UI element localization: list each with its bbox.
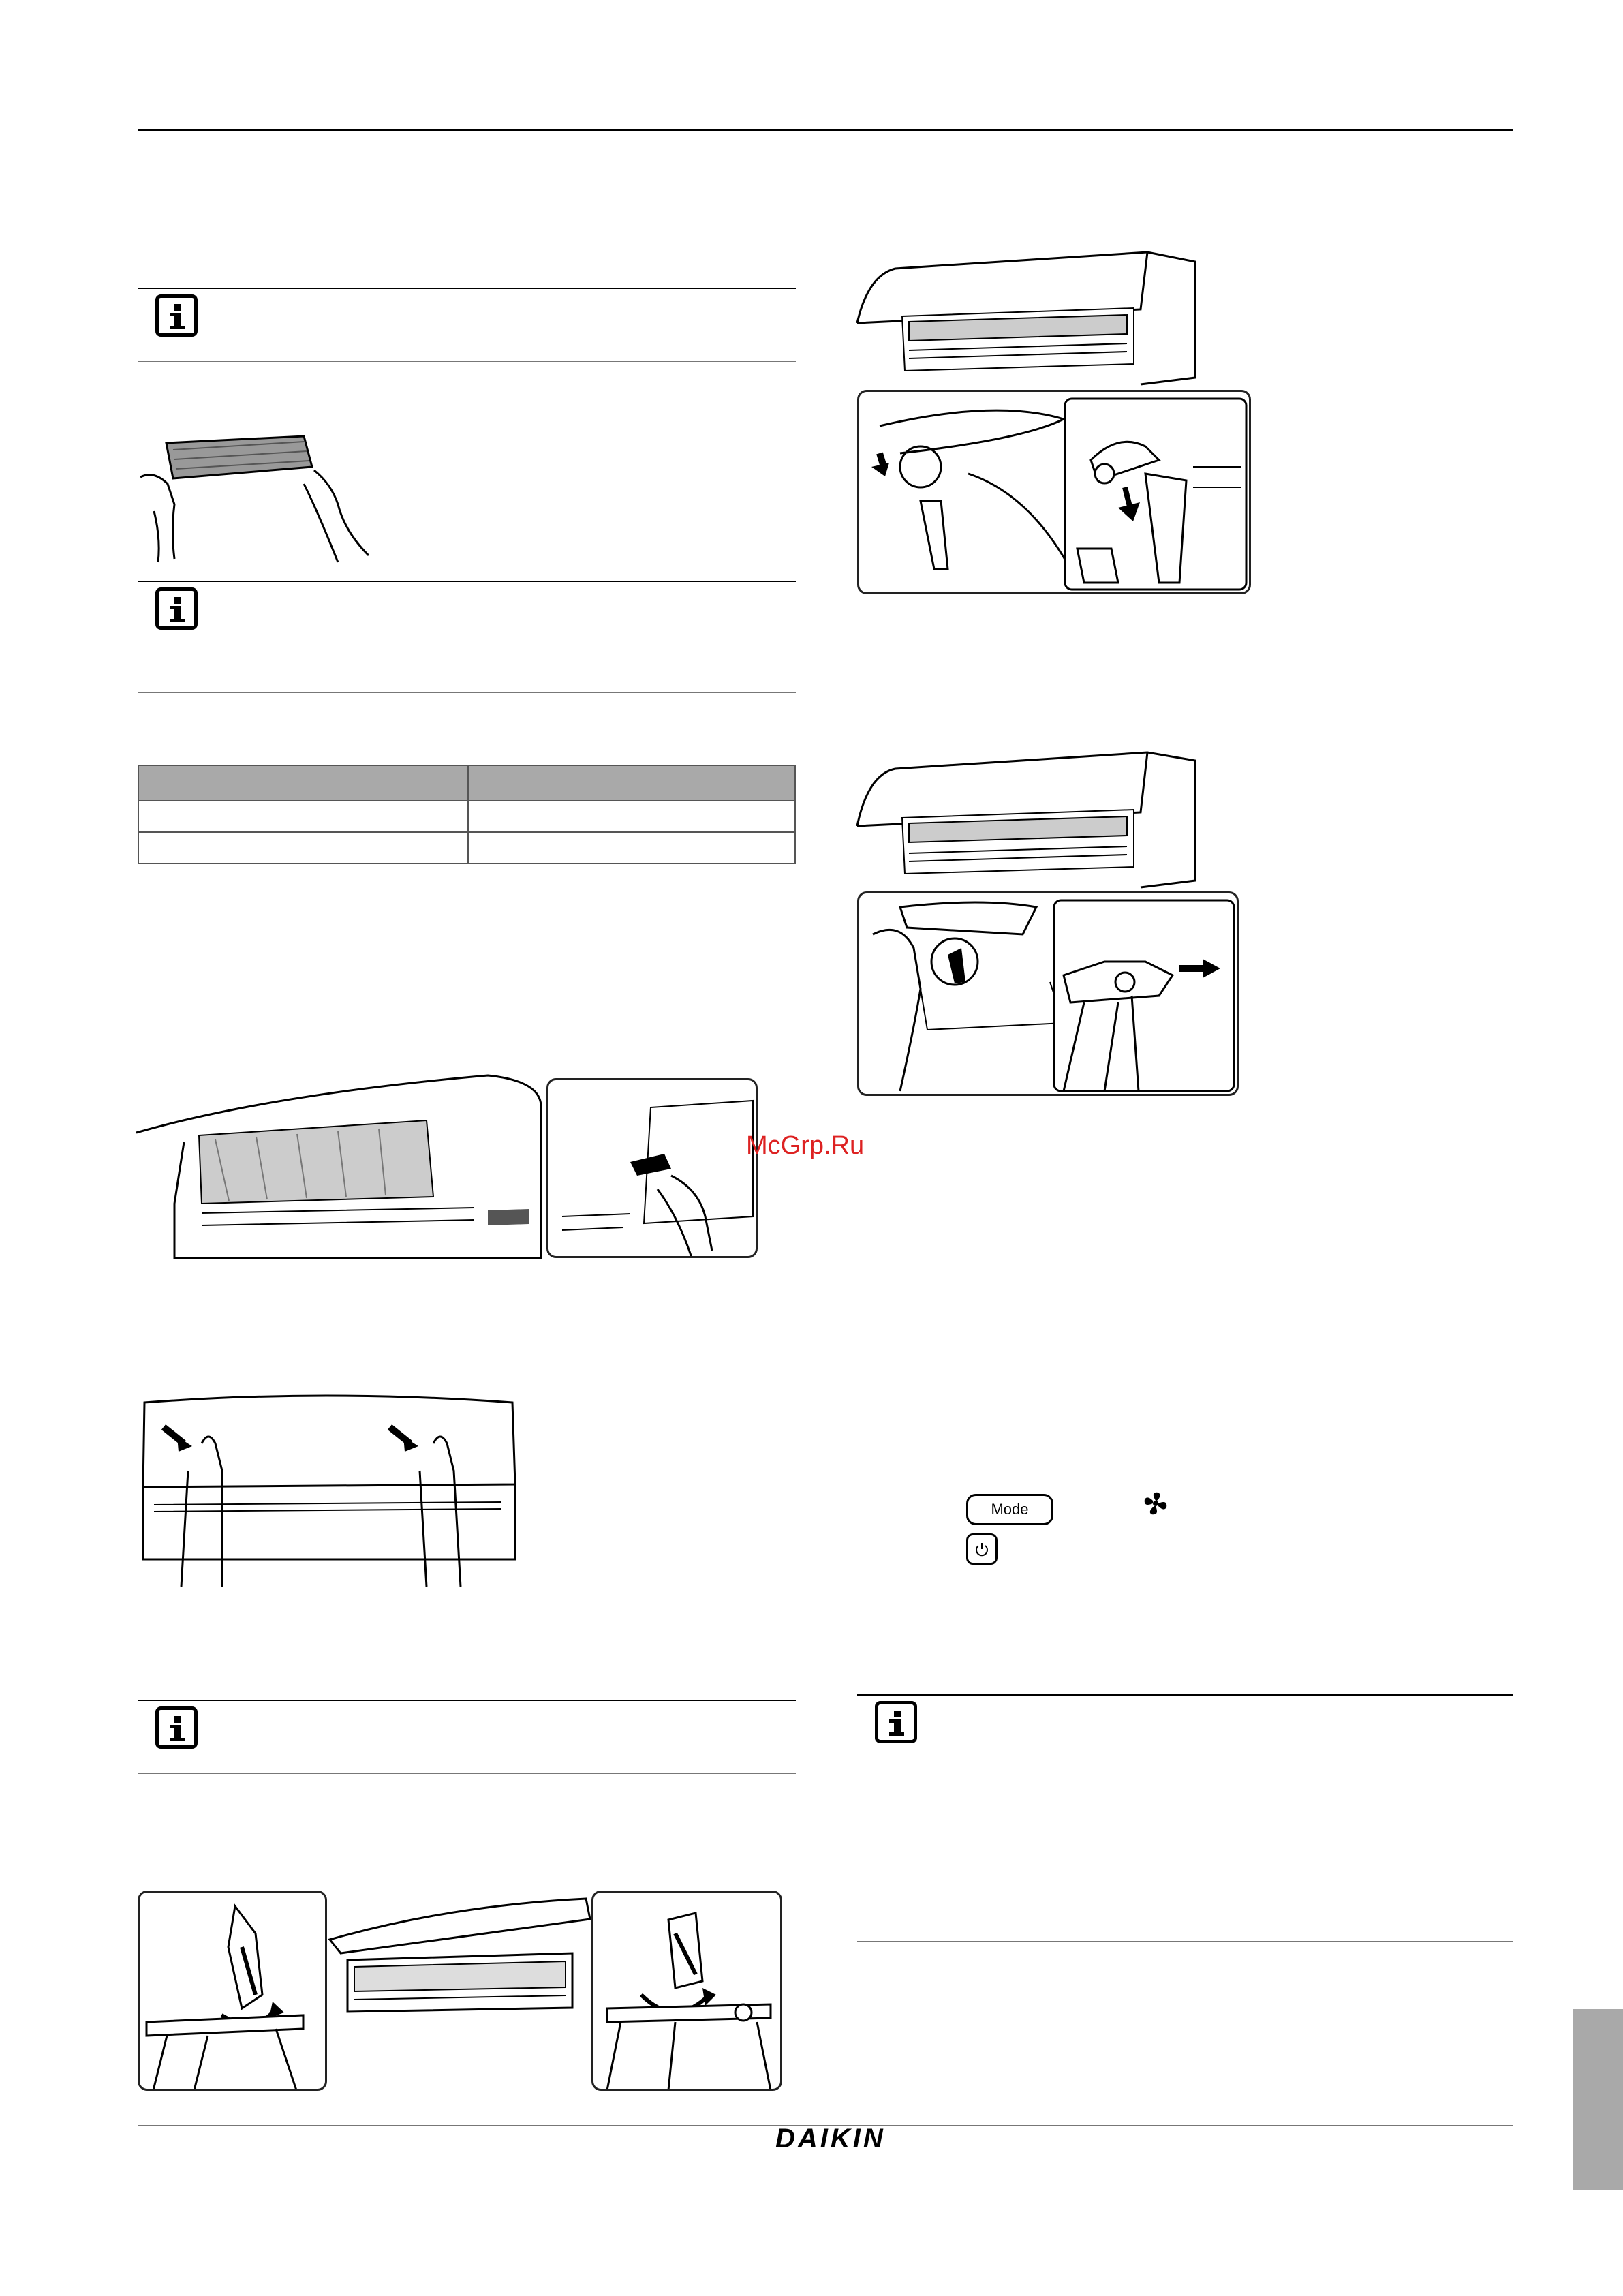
info-box-2-top-rule: [138, 581, 796, 582]
mode-button[interactable]: Mode: [966, 1494, 1053, 1525]
info-box-right-bottom-rule: [857, 1941, 1513, 1942]
open-unit-top-illustration: [327, 1892, 593, 2015]
info-box-3-top-rule: [138, 1700, 796, 1701]
close-front-panel-illustration: [134, 1389, 529, 1587]
information-icon: [155, 587, 198, 630]
info-box-1-top-rule: [138, 288, 796, 289]
power-icon: [974, 1542, 989, 1557]
power-button[interactable]: [966, 1533, 998, 1565]
table-row: [138, 801, 795, 832]
latch-detail-figure-1: [857, 390, 1251, 594]
info-box-2-bottom-rule: [138, 692, 796, 693]
latch-detail-figure-2: [857, 891, 1239, 1096]
unit-open-panel-illustration-1: [854, 248, 1202, 391]
right-hinge-detail-figure: [591, 1891, 782, 2091]
daikin-logo: DAIKIN: [775, 2124, 886, 2154]
table-row: [138, 832, 795, 863]
information-icon: [875, 1701, 917, 1743]
information-icon: [155, 1706, 198, 1749]
filter-removal-detail-figure: [546, 1078, 758, 1258]
left-hinge-detail-figure: [138, 1891, 327, 2091]
watermark: McGrp.Ru: [746, 1131, 865, 1160]
maintenance-table: [138, 765, 796, 864]
air-conditioner-open-illustration: [134, 1067, 549, 1262]
info-box-3-bottom-rule: [138, 1773, 796, 1774]
unit-open-panel-illustration-2: [854, 747, 1202, 894]
fan-icon: [1142, 1490, 1169, 1517]
header-rule: [138, 129, 1513, 131]
section-side-tab: [1573, 2009, 1623, 2190]
info-box-right-top-rule: [857, 1694, 1513, 1696]
table-header-row: [138, 765, 795, 801]
filter-hands-illustration: [134, 429, 379, 566]
information-icon: [155, 294, 198, 337]
info-box-1-bottom-rule: [138, 361, 796, 362]
